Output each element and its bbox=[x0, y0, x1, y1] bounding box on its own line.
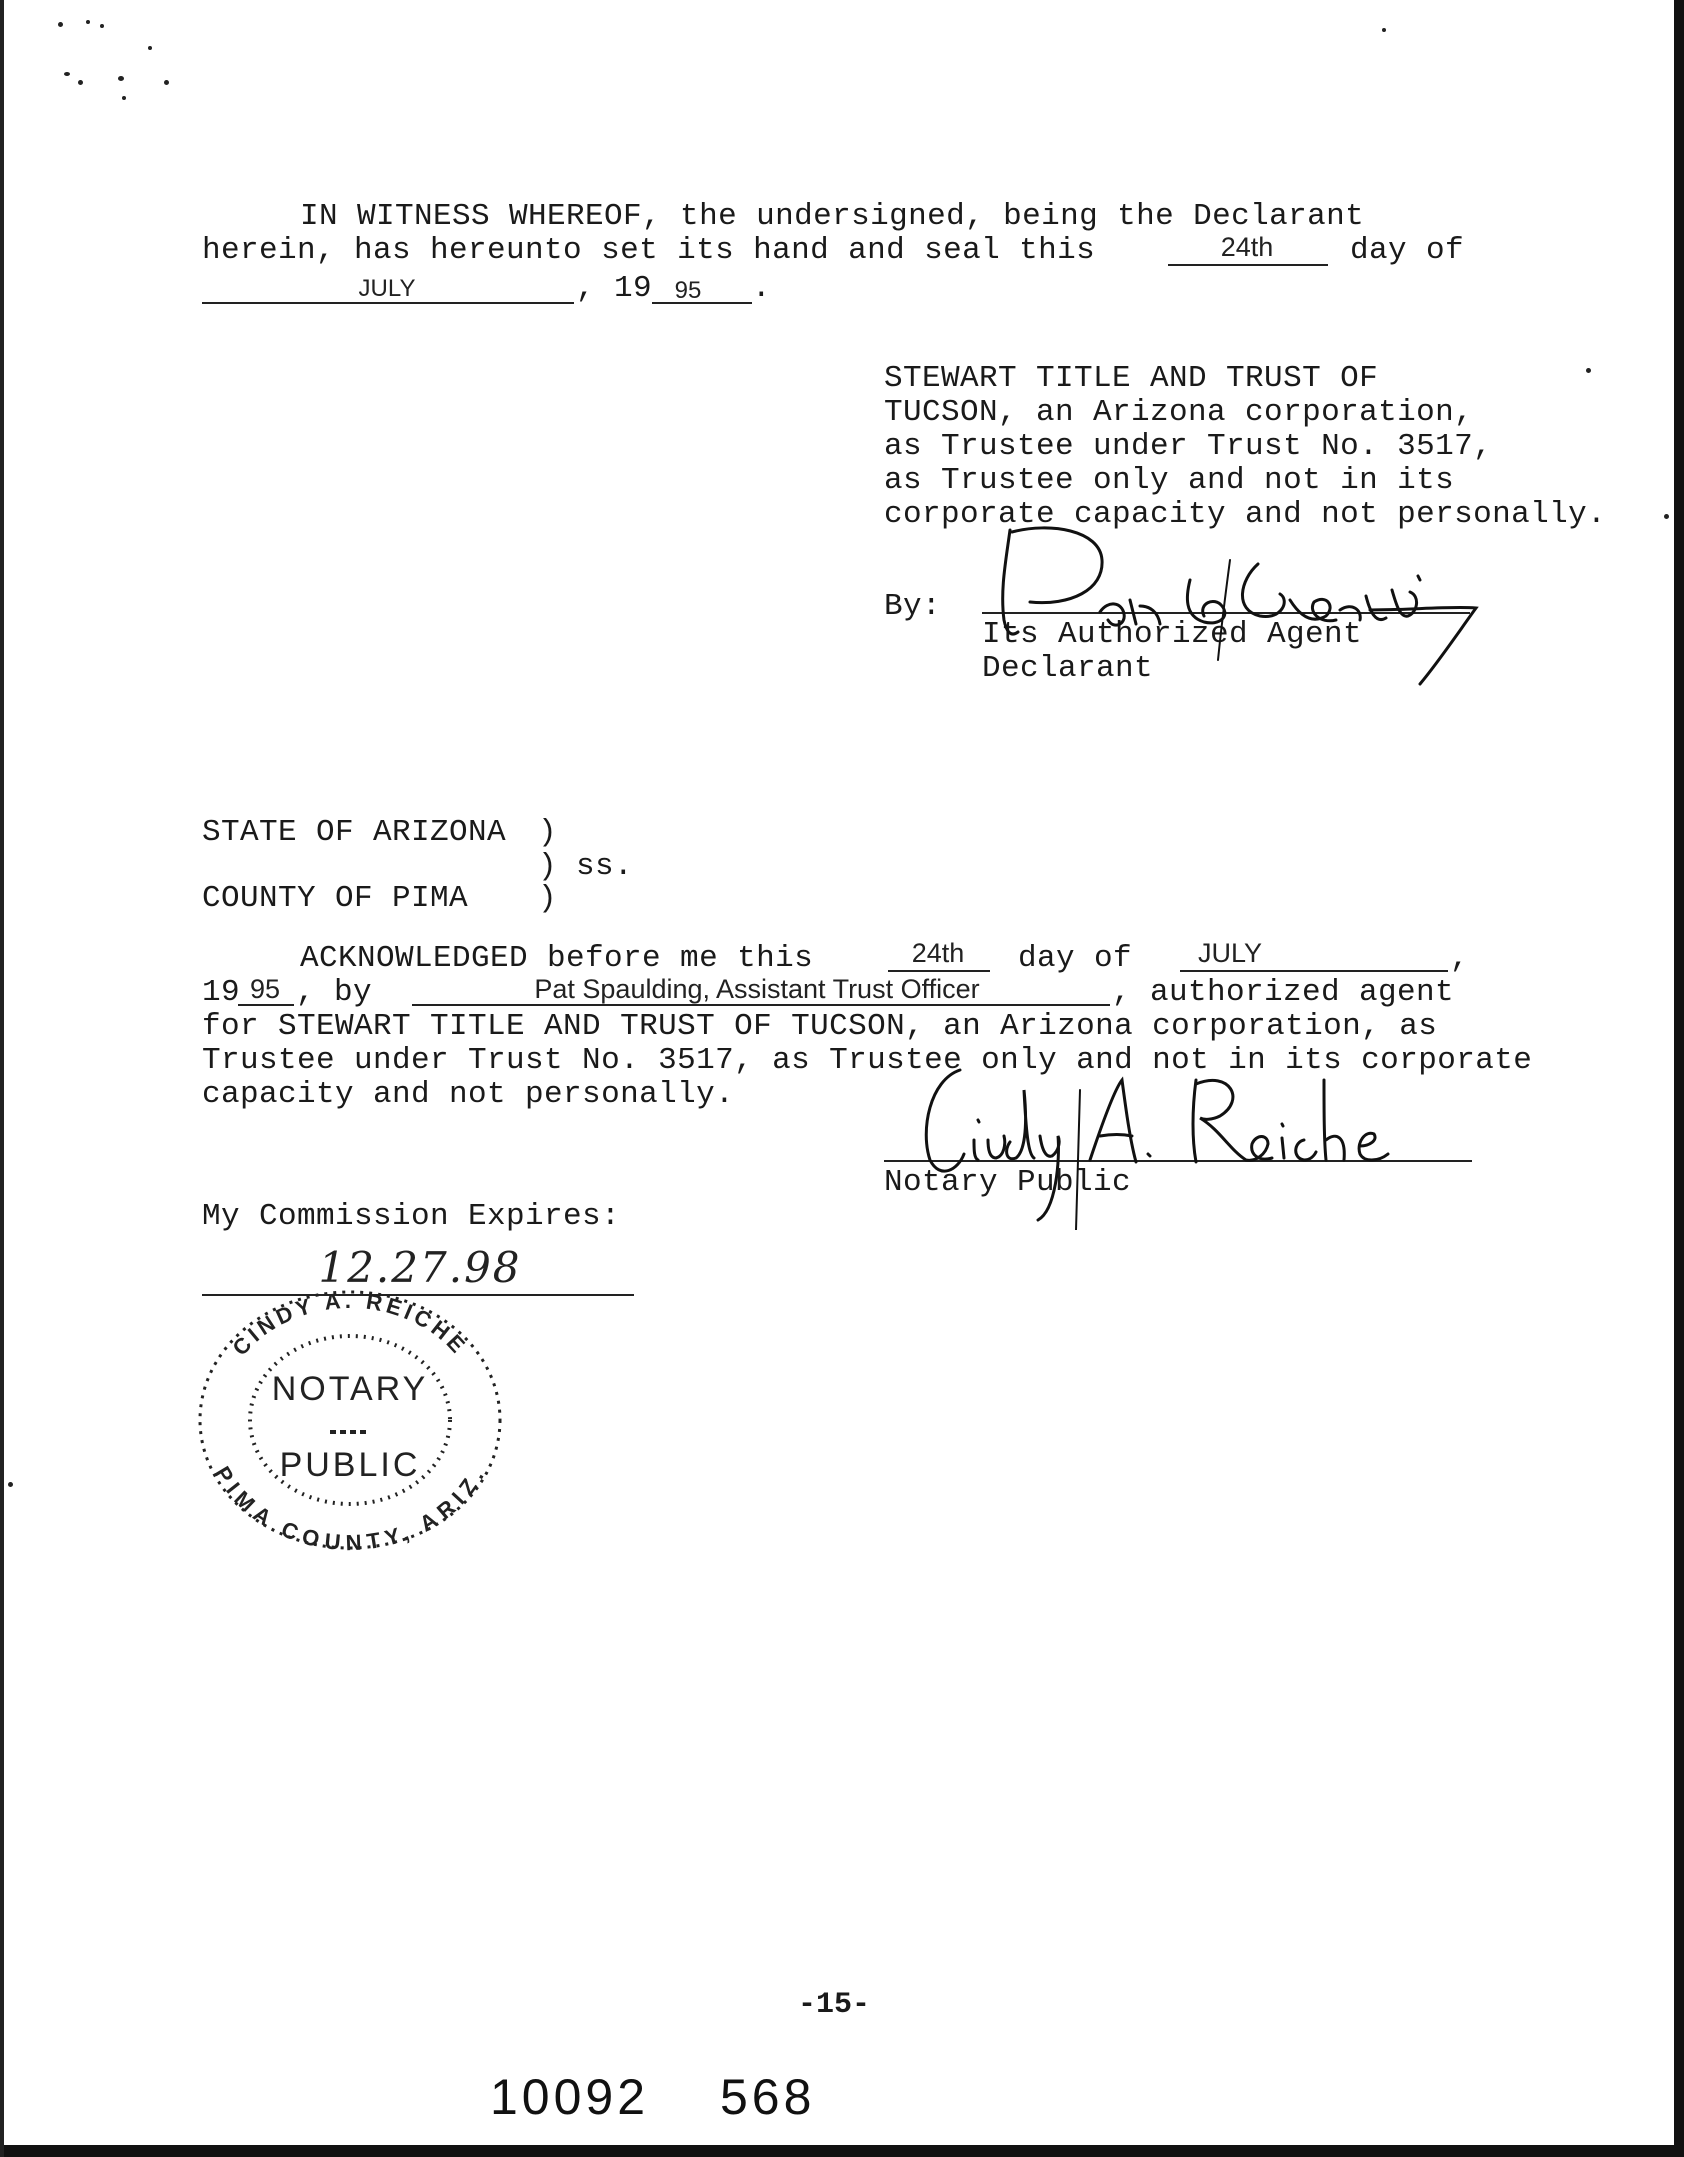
ack-officer-value: Pat Spaulding, Assistant Trust Officer bbox=[534, 974, 980, 1004]
scan-speck bbox=[1664, 514, 1669, 519]
scan-speck bbox=[64, 72, 70, 76]
notary-public-label: Notary Public bbox=[884, 1165, 1132, 1200]
ack-day-underline bbox=[888, 970, 990, 972]
scan-edge-bottom bbox=[0, 2145, 1684, 2157]
witness-year-underline bbox=[652, 302, 752, 304]
scan-speck bbox=[86, 20, 90, 24]
seal-notary-text: NOTARY bbox=[271, 1370, 429, 1408]
scan-speck bbox=[118, 76, 124, 81]
trustee-line-3: as Trustee under Trust No. 3517, bbox=[884, 429, 1493, 464]
scan-speck bbox=[1586, 368, 1591, 373]
recording-page-number: 568 bbox=[720, 2069, 816, 2125]
by-label: By: bbox=[884, 589, 942, 624]
trustee-line-1: STEWART TITLE AND TRUST OF bbox=[884, 361, 1379, 396]
venue-ss: ) ss. bbox=[538, 849, 634, 884]
scan-speck bbox=[164, 80, 169, 85]
svg-text:CINDY A. REICHE bbox=[227, 1288, 472, 1361]
declarant-label: Declarant bbox=[982, 651, 1154, 686]
commission-date: 12.27.98 bbox=[318, 1243, 522, 1292]
scan-speck bbox=[100, 24, 104, 28]
scan-speck bbox=[8, 1482, 13, 1487]
scan-edge-left bbox=[0, 0, 4, 2157]
trustee-line-4: as Trustee only and not in its bbox=[884, 463, 1455, 498]
notary-seal bbox=[180, 1270, 520, 1570]
page-number: -15- bbox=[798, 1988, 871, 2022]
ack-line-5: capacity and not personally. bbox=[202, 1077, 735, 1112]
witness-month-underline bbox=[202, 302, 574, 304]
witness-day-of: day of bbox=[1350, 233, 1465, 268]
ack-officer-underline bbox=[412, 1004, 1110, 1006]
venue-paren-2: ) bbox=[538, 881, 558, 916]
scan-speck bbox=[78, 80, 83, 85]
witness-day-value: 24th bbox=[1220, 232, 1274, 262]
scan-speck bbox=[58, 22, 63, 27]
scan-speck bbox=[1382, 28, 1386, 32]
ack-day-of: day of bbox=[1018, 941, 1133, 976]
venue-state: STATE OF ARIZONA bbox=[202, 815, 507, 850]
ack-year-value: 95 bbox=[249, 974, 281, 1004]
seal-ring-bottom: PIMA COUNTY, ARIZ. bbox=[209, 1461, 491, 1556]
venue-paren-1: ) bbox=[538, 815, 558, 850]
witness-line-2: herein, has hereunto set its hand and seal this bbox=[202, 233, 1096, 268]
ack-line-4: Trustee under Trust No. 3517, as Trustee only and not in its corporate bbox=[202, 1043, 1533, 1078]
commission-label: My Commission Expires: bbox=[202, 1199, 621, 1234]
seal-ring-top: CINDY A. REICHE bbox=[227, 1287, 473, 1361]
ack-year-underline bbox=[238, 1004, 294, 1006]
declarant-signature bbox=[990, 520, 1490, 690]
ack-day-value: 24th bbox=[911, 938, 965, 968]
trustee-line-5: corporate capacity and not personally. bbox=[884, 497, 1607, 532]
ack-year-prefix: 19 bbox=[202, 975, 241, 1010]
scan-speck bbox=[122, 96, 126, 100]
witness-day-underline bbox=[1168, 264, 1328, 266]
scan-edge-right bbox=[1674, 0, 1684, 2157]
ack-authorized: , authorized agent bbox=[1112, 975, 1455, 1010]
witness-month-value: JULY bbox=[358, 275, 416, 302]
ack-line-1a: ACKNOWLEDGED before me this bbox=[300, 941, 814, 976]
scan-speck bbox=[148, 46, 152, 50]
venue-county: COUNTY OF PIMA bbox=[202, 881, 469, 916]
ack-line-3: for STEWART TITLE AND TRUST OF TUCSON, an Arizona corporation, as bbox=[202, 1009, 1438, 1044]
ack-month-value: JULY bbox=[1197, 938, 1263, 968]
witness-period: . bbox=[752, 271, 772, 306]
ack-month-underline bbox=[1180, 970, 1448, 972]
authorized-agent-label: Its Authorized Agent bbox=[982, 617, 1363, 652]
ack-comma: , bbox=[1450, 941, 1470, 976]
ack-by: , by bbox=[296, 975, 373, 1010]
seal-public-text: PUBLIC bbox=[279, 1446, 421, 1484]
trustee-line-2: TUCSON, an Arizona corporation, bbox=[884, 395, 1474, 430]
witness-year-value: 95 bbox=[674, 277, 702, 304]
notary-signature bbox=[900, 1050, 1420, 1230]
witness-line-1: IN WITNESS WHEREOF, the undersigned, being the Declarant bbox=[300, 199, 1365, 234]
book-number: 10092 bbox=[490, 2069, 650, 2125]
witness-year-prefix: , 19 bbox=[576, 271, 653, 306]
